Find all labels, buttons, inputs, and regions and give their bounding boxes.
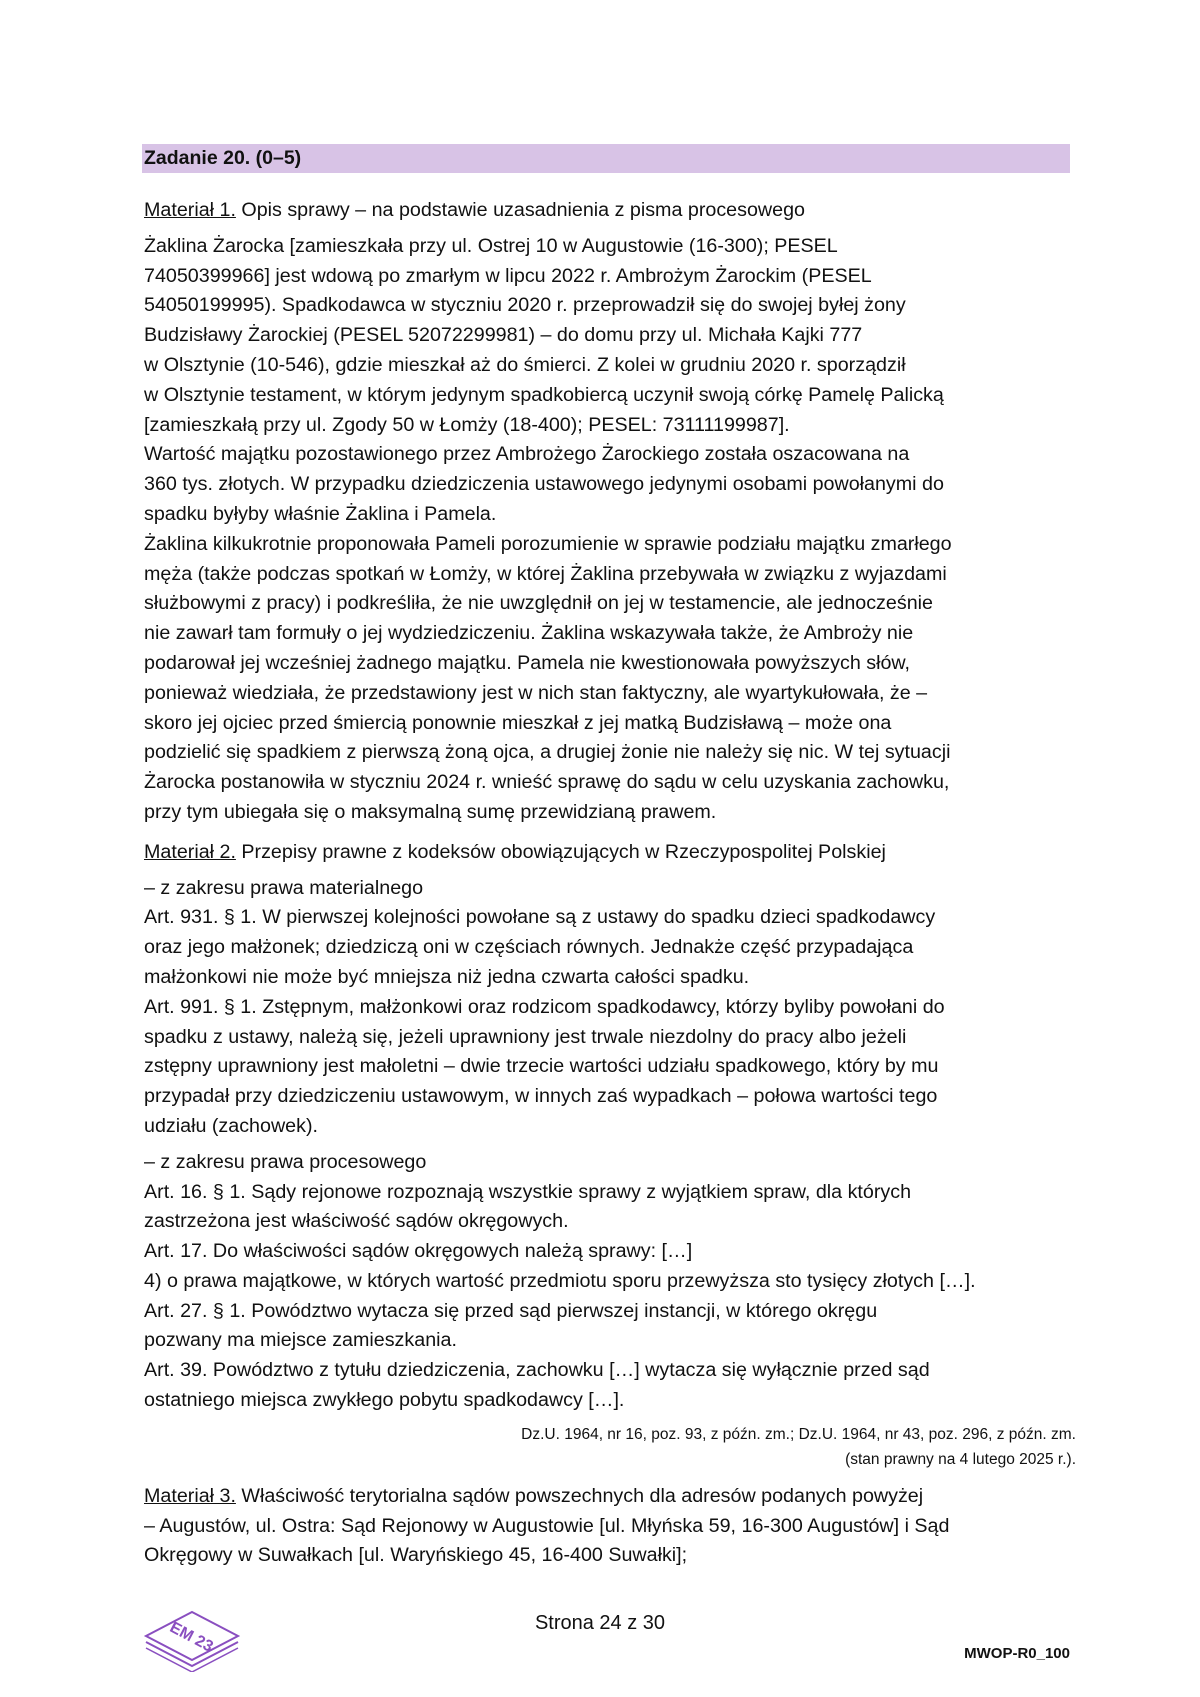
- text-line: pozwany ma miejsce zamieszkania.: [144, 1329, 457, 1352]
- text-line: małżonkowi nie może być mniejsza niż jedna czwarta całości spadku.: [144, 965, 750, 988]
- text-line: męża (także podczas spotkań w Łomży, w której Żaklina przebywała w związku z wyjazdami: [144, 562, 947, 585]
- text-line: – Augustów, ul. Ostra: Sąd Rejonowy w Augustowie [ul. Młyńska 59, 16-300 Augustów] i Sąd: [144, 1514, 950, 1537]
- citation-line: (stan prawny na 4 lutego 2025 r.).: [845, 1450, 1076, 1468]
- text-line: spadku byłyby właśnie Żaklina i Pamela.: [144, 502, 497, 525]
- text-line: 54050199995). Spadkodawca w styczniu 2020 r. przeprowadził się do swojej byłej żony: [144, 294, 906, 317]
- task-title: Zadanie 20. (0–5): [144, 147, 302, 169]
- material2-label: Materiał 2.: [144, 840, 236, 863]
- citation-line: Dz.U. 1964, nr 16, poz. 93, z późn. zm.; Dz.U. 1964, nr 43, poz. 296, z późn. zm.: [521, 1425, 1076, 1443]
- text-line: podzielić się spadkiem z pierwszą żoną ojca, a drugiej żonie nie należy się nic. W tej sytuacji: [144, 741, 951, 764]
- text-line: skoro jej ojciec przed śmiercią ponownie mieszkał z jej matką Budzisławą – może ona: [144, 711, 892, 734]
- text-line: przy tym ubiegała się o maksymalną sumę przewidzianą prawem.: [144, 800, 717, 823]
- text-line: w Olsztynie testament, w którym jedynym spadkobiercą uczynił swoją córkę Pamelę Palicką: [144, 383, 944, 406]
- logo-text: EM 23: [166, 1618, 216, 1656]
- text-line: Art. 931. § 1. W pierwszej kolejności powołane są z ustawy do spadku dzieci spadkodawcy: [144, 906, 936, 929]
- text-line: spadku z ustawy, należą się, jeżeli uprawniony jest trwale niezdolny do pracy albo jeżeli: [144, 1025, 907, 1048]
- material2-procedural-law: [144, 1148, 1084, 1416]
- material1-title: Opis sprawy – na podstawie uzasadnienia z pisma procesowego: [235, 199, 805, 221]
- text-line: Art. 17. Do właściwości sądów okręgowych należą sprawy: […]: [144, 1240, 693, 1263]
- text-line: ostatniego miejsca zwykłego pobytu spadkodawcy […].: [144, 1389, 625, 1412]
- text-line: służbowymi z pracy) i podkreśliła, że nie uwzględnił on jej w testamencie, ale jednocześnie: [144, 592, 933, 615]
- citation: [144, 1422, 1084, 1472]
- text-line: [zamieszkałą przy ul. Zgody 50 w Łomży (18-400); PESEL: 73111199987].: [144, 413, 790, 436]
- text-line: Wartość majątku pozostawionego przez Ambrożego Żarockiego została oszacowana na: [144, 443, 910, 466]
- material2-material-law: [144, 874, 1084, 1142]
- text-line: Art. 991. § 1. Zstępnym, małżonkowi oraz rodzicom spadkodawcy, którzy byliby powołani do: [144, 995, 945, 1018]
- text-line: 360 tys. złotych. W przypadku dziedziczenia ustawowego jedynymi osobami powołanymi do: [144, 473, 944, 496]
- text-line: Żaklina Żarocka [zamieszkała przy ul. Ostrej 10 w Augustowie (16-300); PESEL: [144, 234, 838, 257]
- material3-label: Materiał 3.: [144, 1484, 236, 1507]
- text-line: ponieważ wiedziała, że przedstawiony jest w nich stan faktyczny, ale wyartykułowała, że –: [144, 681, 928, 704]
- text-line: w Olsztynie (10-546), gdzie mieszkał aż do śmierci. Z kolei w grudniu 2020 r. sporządził: [144, 353, 906, 376]
- text-line: udziału (zachowek).: [144, 1114, 318, 1137]
- text-line: 4) o prawa majątkowe, w których wartość przedmiotu sporu przewyższa sto tysięcy złotych […].: [144, 1269, 976, 1292]
- text-line: zstępny uprawniony jest małoletni – dwie trzecie wartości udziału spadkowego, który by mu: [144, 1055, 939, 1078]
- text-line: 74050399966] jest wdową po zmarłym w lipcu 2022 r. Ambrożym Żarockim (PESEL: [144, 264, 872, 287]
- exam-code: MWOP-R0_100: [964, 1645, 1070, 1662]
- text-line: Budzisławy Żarockiej (PESEL 52072299981) – do domu przy ul. Michała Kajki 777: [144, 324, 863, 347]
- text-line: – z zakresu prawa procesowego: [144, 1150, 427, 1173]
- text-line: nie zawarł tam formuły o jej wydziedziczeniu. Żaklina wskazywała także, że Ambroży nie: [144, 622, 914, 645]
- text-line: Żarocka postanowiła w styczniu 2024 r. wnieść sprawę do sądu w celu uzyskania zachowku,: [144, 771, 950, 794]
- material2-heading: [144, 838, 1084, 868]
- material1-label: Materiał 1.: [144, 199, 236, 221]
- text-line: podarował jej wcześniej żadnego majątku. Pamela nie kwestionowała powyższych słów,: [144, 651, 911, 674]
- page-number: Strona 24 z 30: [534, 1612, 666, 1634]
- material1-body: [144, 232, 1084, 828]
- material2-title: Przepisy prawne z kodeksów obowiązujących w Rzeczypospolitej Polskiej: [235, 840, 886, 863]
- text-line: Art. 39. Powództwo z tytułu dziedziczenia, zachowku […] wytacza się wyłącznie przed sąd: [144, 1359, 930, 1382]
- material3-heading: [144, 1482, 1084, 1512]
- text-line: zastrzeżona jest właściwość sądów okręgowych.: [144, 1210, 569, 1233]
- material1-heading: [144, 196, 1084, 226]
- material3-title: Właściwość terytorialna sądów powszechnych dla adresów podanych powyżej: [235, 1484, 924, 1507]
- text-line: Okręgowy w Suwałkach [ul. Waryńskiego 45, 16-400 Suwałki];: [144, 1544, 688, 1567]
- text-line: Art. 16. § 1. Sądy rejonowe rozpoznają wszystkie sprawy z wyjątkiem spraw, dla których: [144, 1180, 912, 1203]
- text-line: oraz jego małżonek; dziedziczą oni w częściach równych. Jednakże część przypadająca: [144, 936, 914, 959]
- text-line: – z zakresu prawa materialnego: [144, 876, 424, 899]
- task-header: [142, 144, 1070, 173]
- content: [144, 196, 1084, 1571]
- text-line: Art. 27. § 1. Powództwo wytacza się przed sąd pierwszej instancji, w którego okręgu: [144, 1299, 878, 1322]
- text-line: przypadał przy dziedziczeniu ustawowym, w innych zaś wypadkach – połowa wartości tego: [144, 1085, 938, 1108]
- text-line: Żaklina kilkukrotnie proponowała Pameli porozumienie w sprawie podziału majątku zmarłego: [144, 532, 952, 555]
